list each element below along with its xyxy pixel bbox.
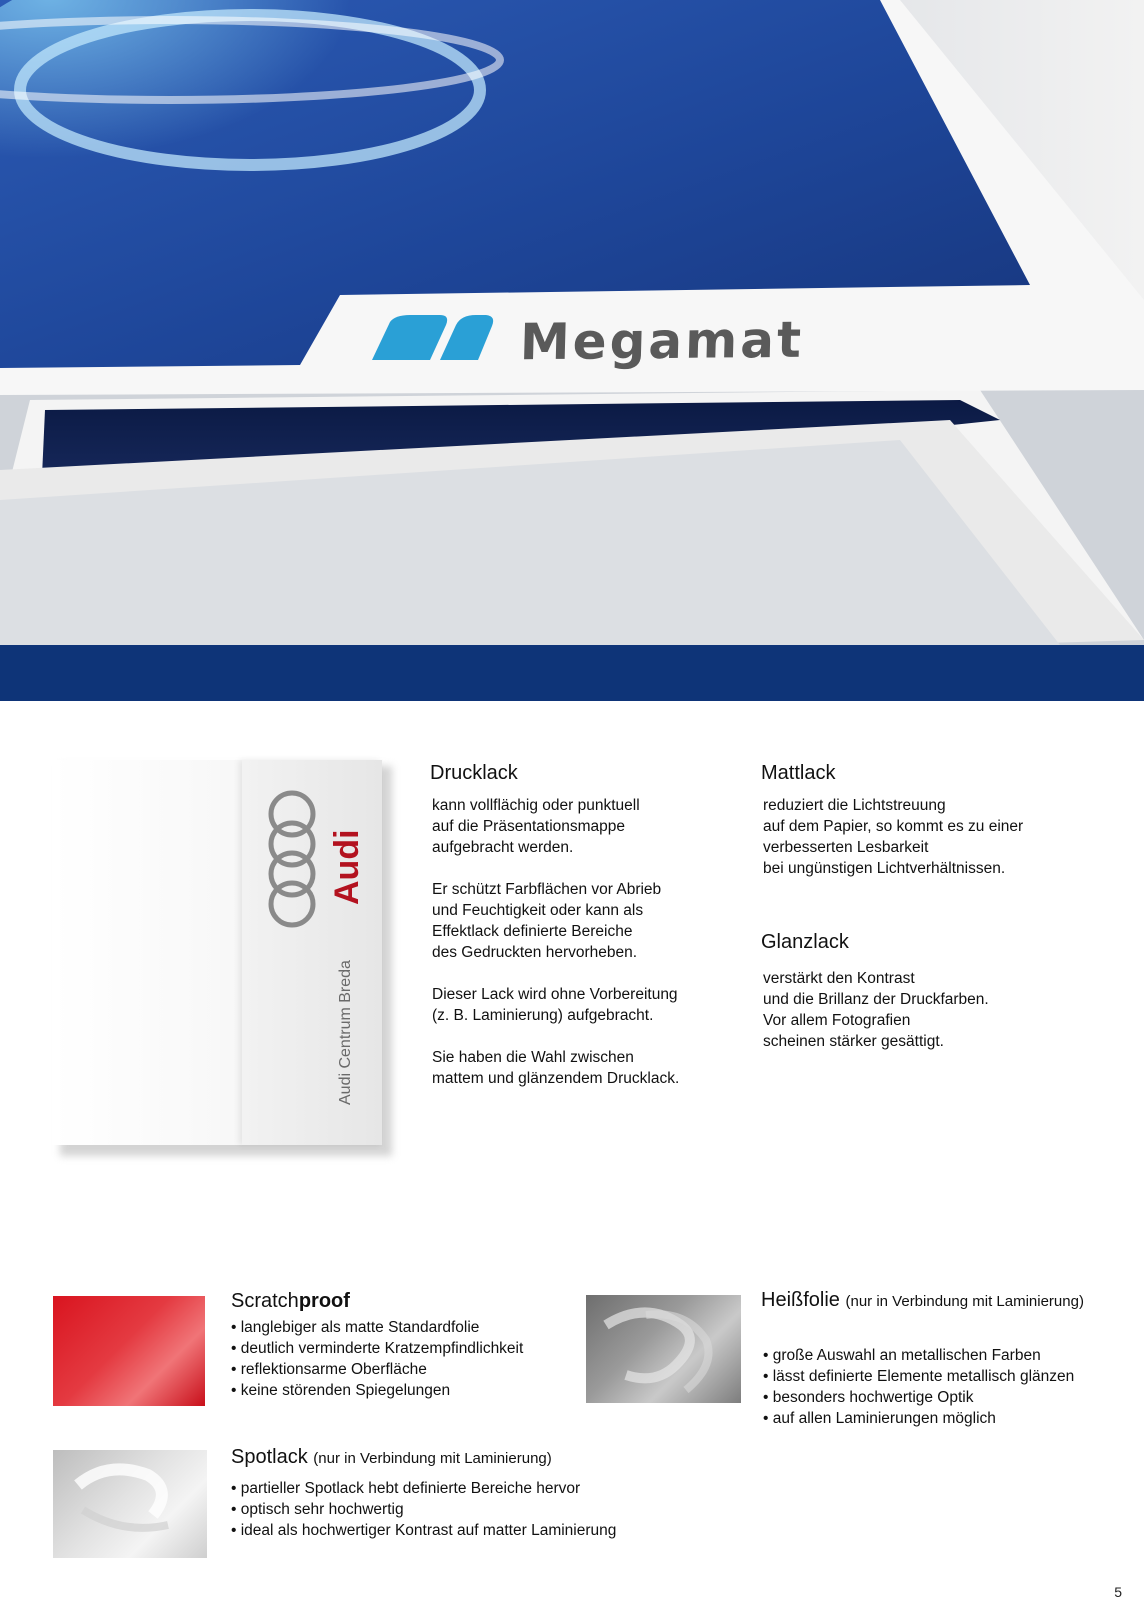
- bullet-item: • optisch sehr hochwertig: [231, 1499, 616, 1520]
- audi-rings-icon: [264, 786, 320, 936]
- page-number: 5: [1114, 1584, 1122, 1600]
- text-line: aufgebracht werden.: [432, 839, 574, 856]
- drucklack-text: [432, 795, 732, 1089]
- drucklack-paragraph: [432, 879, 732, 963]
- bullet-item: • ideal als hochwertiger Kontrast auf matter Laminierung: [231, 1520, 616, 1541]
- spotlack-sample: [53, 1450, 207, 1558]
- title-part: Scratch: [231, 1290, 299, 1312]
- blue-band: [0, 645, 1144, 701]
- text-line: des Gedruckten hervorheben.: [432, 944, 638, 961]
- audi-folder-photo: [52, 760, 392, 1155]
- text-line: verbesserten Lesbarkeit: [763, 839, 929, 856]
- title-part: Spotlack: [231, 1446, 308, 1468]
- audi-caption: Audi Centrum Breda: [337, 960, 354, 1105]
- bullet-item: • langlebiger als matte Standardfolie: [231, 1317, 523, 1338]
- title-note: (nur in Verbindung mit Laminierung): [845, 1293, 1084, 1310]
- drucklack-paragraph: [432, 1047, 732, 1089]
- text-line: mattem und glänzendem Drucklack.: [432, 1070, 680, 1087]
- scratchproof-swatch: [53, 1296, 205, 1406]
- bullet-item: • große Auswahl an metallischen Farben: [763, 1345, 1074, 1366]
- bullet-item: • auf allen Laminierungen möglich: [763, 1408, 1074, 1429]
- text-line: und Feuchtigkeit oder kann als: [432, 902, 644, 919]
- drucklack-paragraph: [432, 984, 732, 1026]
- title-part: Heißfolie: [761, 1289, 840, 1311]
- megamat-logo-text: Megamat: [519, 310, 805, 372]
- scratchproof-title: [231, 1290, 350, 1313]
- spotlack-title: [231, 1446, 552, 1469]
- audi-wordmark: Audi: [328, 829, 366, 905]
- drucklack-paragraph: [432, 795, 732, 858]
- text-line: Effektlack definierte Bereiche: [432, 923, 633, 940]
- text-line: Vor allem Fotografien: [763, 1012, 911, 1029]
- spotlack-emblem-icon: [53, 1450, 207, 1558]
- bullet-item: • besonders hochwertige Optik: [763, 1387, 1074, 1408]
- foil-emblem-icon: [586, 1295, 741, 1403]
- text-line: reduziert die Lichtstreuung: [763, 797, 946, 814]
- spotlack-bullets: [231, 1478, 616, 1541]
- bullet-item: • deutlich verminderte Kratzempfindlichkeit: [231, 1338, 523, 1359]
- heissfolie-sample: [586, 1295, 741, 1403]
- title-part-bold: proof: [298, 1290, 350, 1312]
- mattlack-title: Mattlack: [761, 762, 836, 784]
- heissfolie-title: [761, 1290, 1121, 1312]
- text-line: scheinen stärker gesättigt.: [763, 1033, 944, 1050]
- title-note: (nur in Verbindung mit Laminierung): [313, 1450, 552, 1467]
- text-line: bei ungünstigen Lichtverhältnissen.: [763, 860, 1006, 877]
- drucklack-title: Drucklack: [430, 762, 518, 784]
- text-line: und die Brillanz der Druckfarben.: [763, 991, 989, 1008]
- text-line: verstärkt den Kontrast: [763, 970, 915, 987]
- text-line: auf dem Papier, so kommt es zu einer: [763, 818, 1024, 835]
- text-line: Er schützt Farbflächen vor Abrieb: [432, 881, 662, 898]
- text-line: Dieser Lack wird ohne Vorbereitung: [432, 986, 678, 1003]
- scratchproof-bullets: [231, 1317, 523, 1401]
- glanzlack-title: Glanzlack: [761, 931, 849, 953]
- text-line: (z. B. Laminierung) aufgebracht.: [432, 1007, 654, 1024]
- text-line: kann vollflächig oder punktuell: [432, 797, 640, 814]
- hero-photo: [0, 0, 1144, 645]
- text-line: auf die Präsentationsmappe: [432, 818, 626, 835]
- bullet-item: • lässt definierte Elemente metallisch glänzen: [763, 1366, 1074, 1387]
- heissfolie-bullets: [763, 1345, 1074, 1429]
- bullet-item: • partieller Spotlack hebt definierte Bereiche hervor: [231, 1478, 616, 1499]
- glanzlack-text: [763, 968, 1123, 1052]
- bullet-item: • keine störenden Spiegelungen: [231, 1380, 523, 1401]
- text-line: Sie haben die Wahl zwischen: [432, 1049, 634, 1066]
- mattlack-text: [763, 795, 1123, 879]
- bullet-item: • reflektionsarme Oberfläche: [231, 1359, 523, 1380]
